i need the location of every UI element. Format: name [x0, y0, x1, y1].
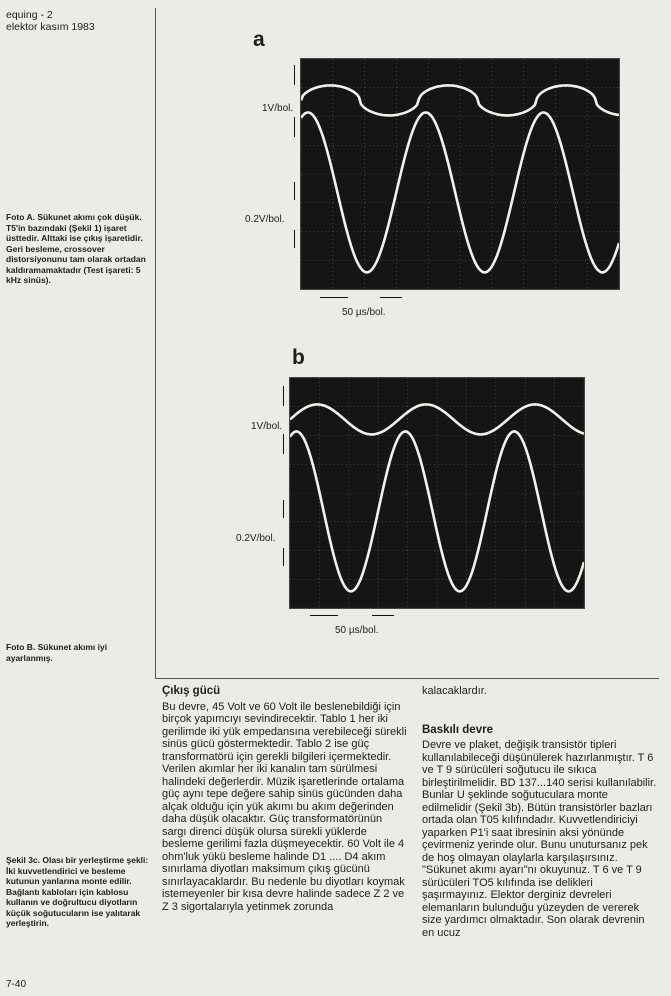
column-2: [422, 685, 658, 939]
page-header: [6, 9, 95, 33]
trace-base-signal: [290, 404, 584, 434]
paragraph-continuation: kalacaklardır.: [422, 685, 487, 697]
caption-figure-3c: Şekil 3c. Olası bir yerleştirme şekli: İki kuvvetlendirici ve besleme kutunun yanlarına monte edilir. Bağlantı kabloları için kablosu kullanın ve doğrultucu diyotların küçük soğutucuların ise yalıtarak yerleştirin.: [6, 855, 149, 928]
header-line-2: elektor kasım 1983: [6, 21, 95, 33]
scope-b-voltage-marker: [283, 386, 284, 406]
header-line-1: equing - 2: [6, 9, 53, 21]
paragraph-cikis-gucu: Bu devre, 45 Volt ve 60 Volt ile beslenebildiği için birçok yapımcıyı sevindirecektir. Tablo 1 her iki gerilimde iki yük empedansına verebileceği sürekli sinüs gücü göstermektedir. Tablo 2 ise güç transformatörü için gerekli bilgileri içermektedir. Verilen akımlar her iki kanalın tam sürülmesi halindeki değerlerdir. Müzik işaretlerinde ortalama güç aynı tepe değere sahip sinüs gücünden daha alçak olduğu için yük akımı bu akım değerinden daha düşük olacaktır. Güç transformatörünün sargı direnci düşük olursa sürekli yüklerde besleme gerilimi fazla düşmeyecektir. 60 Volt ile 4 ohm'luk yükü besleme halinde D1 .... D4 akım sınırlama diyotları maksimum çıkış gücünü sınırlayacaklardır. Bu nedenle bu diyotları koymak istemeyenler bir kısa devre halinde sadece Z 2 ve Z 3 sigortalarıyla yetinmek zorunda: [162, 700, 407, 913]
caption-photo-b: Foto B. Sükunet akımı iyi ayarlanmış.: [6, 642, 108, 663]
column-divider: [155, 8, 156, 678]
scope-a-time-label: 50 µs/bol.: [342, 307, 386, 318]
scope-a-letter: a: [253, 28, 265, 51]
page-number: 7-40: [6, 979, 27, 990]
oscilloscope-a-display: [301, 59, 619, 289]
oscilloscope-a: [300, 58, 620, 290]
scope-b-letter: b: [292, 346, 305, 369]
scope-a-top-label: 1V/bol.: [262, 103, 294, 114]
scope-a-time-marker-2: [380, 297, 402, 298]
scope-a-voltage-marker: [294, 65, 295, 85]
oscilloscope-b: [289, 377, 585, 609]
scope-b-voltage-marker-2: [283, 434, 284, 454]
heading-cikis-gucu: Çıkış gücü: [162, 685, 221, 697]
scope-b-voltage-marker-3: [283, 500, 284, 518]
scope-a-voltage-marker-4: [294, 230, 295, 248]
trace-output-signal: [301, 112, 619, 272]
scope-a-voltage-marker-2: [294, 117, 295, 137]
oscilloscope-b-display: [290, 378, 584, 608]
heading-baskili-devre: Baskılı devre: [422, 723, 493, 736]
scope-b-time-label: 50 µs/bol.: [335, 625, 379, 636]
trace-output-signal: [290, 431, 584, 591]
paragraph-baskili-devre: Devre ve plaket, değişik transistör tipleri kullanılabileceği düşünülerek hazırlanmıştır. T 6 ve T 9 sürücüleri soğutucu ile sıkıca birleştirilmelidir. BD 137...140 serisi kullanılabilir. Bunlar U şeklinde soğutuculara monte edilmelidir (Şekil 3b). Bütün transistörler bazları ortada olan T05 kılıfındadır. Kuvvetlendiriciyi yaparken P1'i saat ibresinin aksi yönünde çevirmeniz yerinde olur. Bunu unutursanız pek de hoş olmayan olaylarla karşılaşırsınız. "Sükunet akımı ayarı"nı okuyunuz. T 6 ve T 9 sürücüleri TO5 kılıfında ise delikleri şaşırmayınız. Elektor derginiz devreleri elemanların bulunduğu yüzeyden de vererek size yardımcı olmaktadır. Son olarak devrenin en ucuz: [422, 739, 657, 939]
scope-a-voltage-marker-3: [294, 182, 295, 200]
scope-a-time-marker: [320, 297, 348, 298]
caption-photo-a: Foto A. Sükunet akımı çok düşük. T5'in bazındaki (Şekil 1) işaret üsttedir. Alttaki ise çıkış işaretidir. Geri besleme, crossover distorsiyonunu tam olarak ortadan kaldıramamaktadır (Test işareti: 5 kHz sinüs).: [6, 212, 146, 285]
trace-base-signal: [301, 85, 619, 115]
scope-a-mid-label: 0.2V/bol.: [245, 214, 285, 225]
section-divider: [155, 678, 659, 679]
column-1: [162, 685, 408, 913]
scope-b-top-label: 1V/bol.: [251, 421, 283, 432]
scope-b-time-marker: [310, 615, 338, 616]
scope-b-mid-label: 0.2V/bol.: [236, 533, 276, 544]
scope-b-voltage-marker-4: [283, 548, 284, 566]
scope-b-time-marker-2: [372, 615, 394, 616]
